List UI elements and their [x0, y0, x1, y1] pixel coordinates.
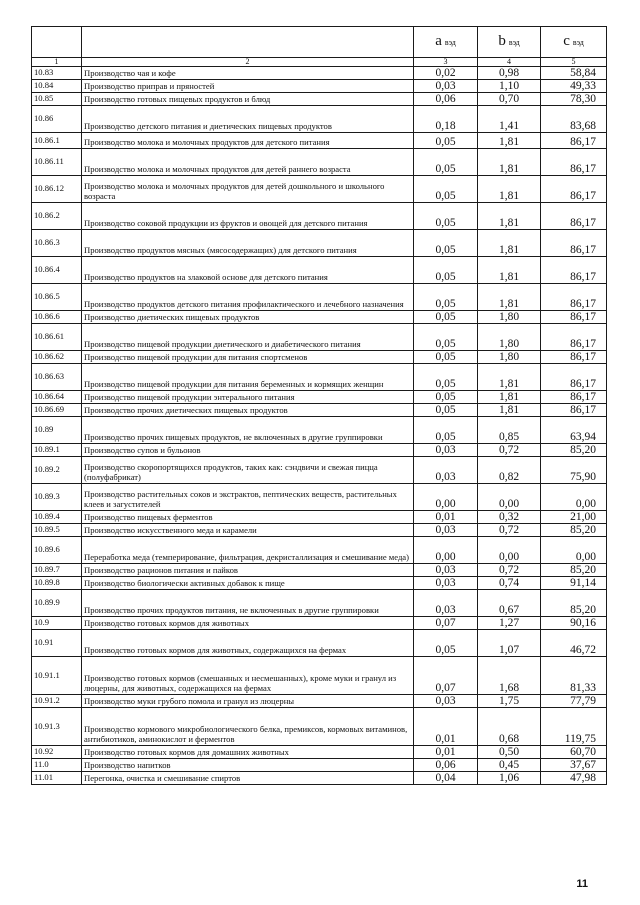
activity-code-cell: 10.86.12 [32, 176, 82, 203]
b-ved-value-cell: 0,98 [478, 67, 541, 80]
a-ved-value-cell: 0,05 [414, 133, 478, 149]
table-row [32, 759, 607, 772]
activity-name-cell: Производство диетических пищевых продуктов [82, 311, 414, 324]
table-row [32, 417, 607, 444]
a-ved-value-cell: 0,05 [414, 149, 478, 176]
b-ved-value-cell: 1,81 [478, 203, 541, 230]
activity-name-cell: Производство пищевой продукции для питания спортсменов [82, 351, 414, 364]
activity-name-cell: Производство напитков [82, 759, 414, 772]
table-row [32, 203, 607, 230]
activity-name-cell: Производство готовых кормов для домашних животных [82, 746, 414, 759]
a-ved-value-cell: 0,18 [414, 106, 478, 133]
activity-name-cell: Производство готовых кормов (смешанных и несмешанных), кроме муки и гранул из люцерны, для животных, содержащихся на фермах [82, 657, 414, 695]
a-ved-value-cell: 0,05 [414, 404, 478, 417]
activity-code-cell: 10.91 [32, 630, 82, 657]
table-row [32, 364, 607, 391]
activity-code-cell: 10.89 [32, 417, 82, 444]
a-ved-value-cell: 0,05 [414, 284, 478, 311]
b-ved-value-cell: 1,81 [478, 257, 541, 284]
table-row [32, 351, 607, 364]
activity-name-cell: Производство пищевой продукции для питания беременных и кормящих женщин [82, 364, 414, 391]
c-ved-value-cell: 86,17 [541, 324, 607, 351]
activity-code-cell: 10.89.5 [32, 524, 82, 537]
activity-code-cell: 10.89.1 [32, 444, 82, 457]
table-row [32, 284, 607, 311]
c-ved-value-cell: 86,17 [541, 364, 607, 391]
a-ved-value-cell: 0,00 [414, 537, 478, 564]
table-body [32, 67, 607, 785]
c-ved-value-cell: 81,33 [541, 657, 607, 695]
table-row [32, 106, 607, 133]
activity-code-cell: 10.86.1 [32, 133, 82, 149]
activity-name-cell: Производство приправ и пряностей [82, 80, 414, 93]
b-ved-value-cell: 1,81 [478, 364, 541, 391]
activity-code-cell: 10.86.4 [32, 257, 82, 284]
table-row [32, 230, 607, 257]
b-ved-value-cell: 0,00 [478, 484, 541, 511]
activity-code-cell: 10.91.2 [32, 695, 82, 708]
a-ved-value-cell: 0,03 [414, 80, 478, 93]
b-ved-value-cell: 0,68 [478, 708, 541, 746]
activity-code-cell: 10.86.3 [32, 230, 82, 257]
c-ved-value-cell: 58,84 [541, 67, 607, 80]
a-ved-value-cell: 0,05 [414, 364, 478, 391]
b-ved-value-cell: 0,72 [478, 524, 541, 537]
b-ved-value-cell: 1,81 [478, 133, 541, 149]
activity-name-cell: Производство молока и молочных продуктов для детей дошкольного и школьного возраста [82, 176, 414, 203]
c-ved-value-cell: 86,17 [541, 133, 607, 149]
c-ved-value-cell: 86,17 [541, 284, 607, 311]
a-ved-value-cell: 0,07 [414, 657, 478, 695]
activity-name-cell: Производство муки грубого помола и гранул из люцерны [82, 695, 414, 708]
b-ved-value-cell: 0,00 [478, 537, 541, 564]
c-ved-value-cell: 85,20 [541, 444, 607, 457]
activity-name-cell: Производство прочих продуктов питания, не включенных в другие группировки [82, 590, 414, 617]
header-a-main: a [435, 32, 442, 49]
table-row [32, 149, 607, 176]
a-ved-value-cell: 0,01 [414, 708, 478, 746]
activity-code-cell: 10.86.6 [32, 311, 82, 324]
table-row [32, 590, 607, 617]
activity-code-cell: 10.9 [32, 617, 82, 630]
c-ved-value-cell: 83,68 [541, 106, 607, 133]
b-ved-value-cell: 0,85 [478, 417, 541, 444]
b-ved-value-cell: 1,81 [478, 230, 541, 257]
b-ved-value-cell: 1,81 [478, 404, 541, 417]
activity-code-cell: 10.92 [32, 746, 82, 759]
table-row [32, 772, 607, 785]
a-ved-value-cell: 0,05 [414, 311, 478, 324]
c-ved-value-cell: 37,67 [541, 759, 607, 772]
b-ved-value-cell: 1,81 [478, 391, 541, 404]
table-row [32, 708, 607, 746]
table-row [32, 133, 607, 149]
b-ved-value-cell: 1,27 [478, 617, 541, 630]
activity-name-cell: Производство пищевой продукции энтерального питания [82, 391, 414, 404]
b-ved-value-cell: 1,75 [478, 695, 541, 708]
activity-name-cell: Перегонка, очистка и смешивание спиртов [82, 772, 414, 785]
c-ved-value-cell: 21,00 [541, 511, 607, 524]
activity-code-cell: 10.89.3 [32, 484, 82, 511]
activity-code-cell: 10.89.7 [32, 564, 82, 577]
table-row [32, 67, 607, 80]
activity-name-cell: Производство пищевых ферментов [82, 511, 414, 524]
activity-name-cell: Производство биологически активных добавок к пище [82, 577, 414, 590]
a-ved-value-cell: 0,03 [414, 577, 478, 590]
a-ved-value-cell: 0,05 [414, 176, 478, 203]
c-ved-value-cell: 49,33 [541, 80, 607, 93]
activity-name-cell: Переработка меда (темперирование, фильтрация, декристаллизация и смешивание меда) [82, 537, 414, 564]
activity-code-cell: 11.01 [32, 772, 82, 785]
header-c-sub: вэд [572, 37, 584, 47]
activity-code-cell: 10.89.6 [32, 537, 82, 564]
table-row [32, 404, 607, 417]
activity-name-cell: Производство готовых кормов для животных, содержащихся на фермах [82, 630, 414, 657]
column-number: 3 [414, 58, 478, 67]
header-name [82, 27, 414, 58]
b-ved-value-cell: 1,10 [478, 80, 541, 93]
a-ved-value-cell: 0,04 [414, 772, 478, 785]
b-ved-value-cell: 0,72 [478, 444, 541, 457]
table-row [32, 657, 607, 695]
activity-code-cell: 10.89.9 [32, 590, 82, 617]
a-ved-value-cell: 0,06 [414, 93, 478, 106]
activity-code-cell: 10.91.3 [32, 708, 82, 746]
c-ved-value-cell: 86,17 [541, 311, 607, 324]
a-ved-value-cell: 0,05 [414, 630, 478, 657]
coefficients-table [31, 26, 607, 785]
table-row [32, 457, 607, 484]
table-row [32, 311, 607, 324]
c-ved-value-cell: 86,17 [541, 257, 607, 284]
activity-code-cell: 11.0 [32, 759, 82, 772]
header-b-ved [478, 27, 541, 58]
activity-code-cell: 10.84 [32, 80, 82, 93]
a-ved-value-cell: 0,02 [414, 67, 478, 80]
activity-name-cell: Производство молока и молочных продуктов для детей раннего возраста [82, 149, 414, 176]
b-ved-value-cell: 0,50 [478, 746, 541, 759]
activity-name-cell: Производство чая и кофе [82, 67, 414, 80]
activity-name-cell: Производство кормового микробиологического белка, премиксов, кормовых витаминов, антибиотиков, аминокислот и ферментов [82, 708, 414, 746]
b-ved-value-cell: 0,67 [478, 590, 541, 617]
table-row [32, 537, 607, 564]
a-ved-value-cell: 0,05 [414, 257, 478, 284]
c-ved-value-cell: 86,17 [541, 149, 607, 176]
header-a-sub: вэд [444, 37, 456, 47]
activity-code-cell: 10.91.1 [32, 657, 82, 695]
table-row [32, 80, 607, 93]
activity-name-cell: Производство готовых пищевых продуктов и блюд [82, 93, 414, 106]
a-ved-value-cell: 0,05 [414, 203, 478, 230]
a-ved-value-cell: 0,03 [414, 457, 478, 484]
activity-name-cell: Производство прочих диетических пищевых продуктов [82, 404, 414, 417]
c-ved-value-cell: 86,17 [541, 230, 607, 257]
header-b-sub: вэд [508, 37, 520, 47]
c-ved-value-cell: 86,17 [541, 404, 607, 417]
b-ved-value-cell: 0,74 [478, 577, 541, 590]
activity-code-cell: 10.86 [32, 106, 82, 133]
b-ved-value-cell: 1,80 [478, 311, 541, 324]
c-ved-value-cell: 85,20 [541, 590, 607, 617]
header-a-ved [414, 27, 478, 58]
table-row [32, 444, 607, 457]
c-ved-value-cell: 119,75 [541, 708, 607, 746]
b-ved-value-cell: 0,32 [478, 511, 541, 524]
activity-code-cell: 10.86.5 [32, 284, 82, 311]
table-row [32, 524, 607, 537]
table-row [32, 176, 607, 203]
table-row [32, 324, 607, 351]
table-row [32, 577, 607, 590]
c-ved-value-cell: 75,90 [541, 457, 607, 484]
table-row [32, 617, 607, 630]
b-ved-value-cell: 1,81 [478, 284, 541, 311]
c-ved-value-cell: 86,17 [541, 176, 607, 203]
activity-name-cell: Производство детского питания и диетических пищевых продуктов [82, 106, 414, 133]
a-ved-value-cell: 0,07 [414, 617, 478, 630]
table-row [32, 630, 607, 657]
a-ved-value-cell: 0,06 [414, 759, 478, 772]
table-row [32, 695, 607, 708]
a-ved-value-cell: 0,01 [414, 746, 478, 759]
activity-code-cell: 10.86.11 [32, 149, 82, 176]
c-ved-value-cell: 78,30 [541, 93, 607, 106]
b-ved-value-cell: 1,81 [478, 176, 541, 203]
activity-name-cell: Производство продуктов на злаковой основе для детского питания [82, 257, 414, 284]
table-row [32, 93, 607, 106]
activity-name-cell: Производство прочих пищевых продуктов, не включенных в другие группировки [82, 417, 414, 444]
table-row [32, 391, 607, 404]
a-ved-value-cell: 0,03 [414, 444, 478, 457]
activity-code-cell: 10.89.2 [32, 457, 82, 484]
activity-name-cell: Производство продуктов мясных (мясосодержащих) для детского питания [82, 230, 414, 257]
header-row [32, 27, 607, 58]
activity-code-cell: 10.83 [32, 67, 82, 80]
a-ved-value-cell: 0,00 [414, 484, 478, 511]
header-b-main: b [498, 32, 506, 49]
activity-name-cell: Производство супов и бульонов [82, 444, 414, 457]
table-row [32, 484, 607, 511]
a-ved-value-cell: 0,03 [414, 564, 478, 577]
column-number: 4 [478, 58, 541, 67]
b-ved-value-cell: 1,68 [478, 657, 541, 695]
b-ved-value-cell: 1,07 [478, 630, 541, 657]
column-number: 2 [82, 58, 414, 67]
c-ved-value-cell: 86,17 [541, 391, 607, 404]
activity-name-cell: Производство соковой продукции из фруктов и овощей для детского питания [82, 203, 414, 230]
activity-name-cell: Производство молока и молочных продуктов для детского питания [82, 133, 414, 149]
c-ved-value-cell: 60,70 [541, 746, 607, 759]
c-ved-value-cell: 86,17 [541, 203, 607, 230]
activity-code-cell: 10.85 [32, 93, 82, 106]
header-c-main: c [563, 32, 570, 49]
activity-name-cell: Производство скоропортящихся продуктов, таких как: сэндвичи и свежая пицца (полуфабрикат) [82, 457, 414, 484]
a-ved-value-cell: 0,05 [414, 417, 478, 444]
table-row [32, 746, 607, 759]
activity-name-cell: Производство продуктов детского питания профилактического и лечебного назначения [82, 284, 414, 311]
table-row [32, 511, 607, 524]
a-ved-value-cell: 0,05 [414, 230, 478, 257]
column-number: 1 [32, 58, 82, 67]
b-ved-value-cell: 1,80 [478, 351, 541, 364]
b-ved-value-cell: 0,70 [478, 93, 541, 106]
a-ved-value-cell: 0,03 [414, 524, 478, 537]
c-ved-value-cell: 47,98 [541, 772, 607, 785]
header-code [32, 27, 82, 58]
c-ved-value-cell: 63,94 [541, 417, 607, 444]
column-number-row [32, 58, 607, 67]
page-number: 11 [576, 878, 588, 890]
b-ved-value-cell: 1,41 [478, 106, 541, 133]
a-ved-value-cell: 0,03 [414, 695, 478, 708]
c-ved-value-cell: 0,00 [541, 537, 607, 564]
column-number: 5 [541, 58, 607, 67]
a-ved-value-cell: 0,05 [414, 391, 478, 404]
activity-name-cell: Производство растительных соков и экстрактов, пептических веществ, растительных клеев и загустителей [82, 484, 414, 511]
b-ved-value-cell: 1,80 [478, 324, 541, 351]
a-ved-value-cell: 0,01 [414, 511, 478, 524]
c-ved-value-cell: 86,17 [541, 351, 607, 364]
table-row [32, 564, 607, 577]
activity-code-cell: 10.86.61 [32, 324, 82, 351]
activity-name-cell: Производство искусственного меда и карамели [82, 524, 414, 537]
a-ved-value-cell: 0,03 [414, 590, 478, 617]
activity-code-cell: 10.86.64 [32, 391, 82, 404]
c-ved-value-cell: 46,72 [541, 630, 607, 657]
a-ved-value-cell: 0,05 [414, 324, 478, 351]
c-ved-value-cell: 90,16 [541, 617, 607, 630]
table-row [32, 257, 607, 284]
activity-code-cell: 10.86.62 [32, 351, 82, 364]
activity-name-cell: Производство пищевой продукции диетического и диабетического питания [82, 324, 414, 351]
activity-code-cell: 10.89.4 [32, 511, 82, 524]
b-ved-value-cell: 0,82 [478, 457, 541, 484]
c-ved-value-cell: 0,00 [541, 484, 607, 511]
activity-name-cell: Производство готовых кормов для животных [82, 617, 414, 630]
c-ved-value-cell: 77,79 [541, 695, 607, 708]
activity-code-cell: 10.86.63 [32, 364, 82, 391]
activity-name-cell: Производство рационов питания и пайков [82, 564, 414, 577]
b-ved-value-cell: 1,06 [478, 772, 541, 785]
b-ved-value-cell: 0,72 [478, 564, 541, 577]
c-ved-value-cell: 91,14 [541, 577, 607, 590]
b-ved-value-cell: 0,45 [478, 759, 541, 772]
activity-code-cell: 10.89.8 [32, 577, 82, 590]
c-ved-value-cell: 85,20 [541, 564, 607, 577]
header-c-ved [541, 27, 607, 58]
activity-code-cell: 10.86.69 [32, 404, 82, 417]
activity-code-cell: 10.86.2 [32, 203, 82, 230]
b-ved-value-cell: 1,81 [478, 149, 541, 176]
a-ved-value-cell: 0,05 [414, 351, 478, 364]
c-ved-value-cell: 85,20 [541, 524, 607, 537]
